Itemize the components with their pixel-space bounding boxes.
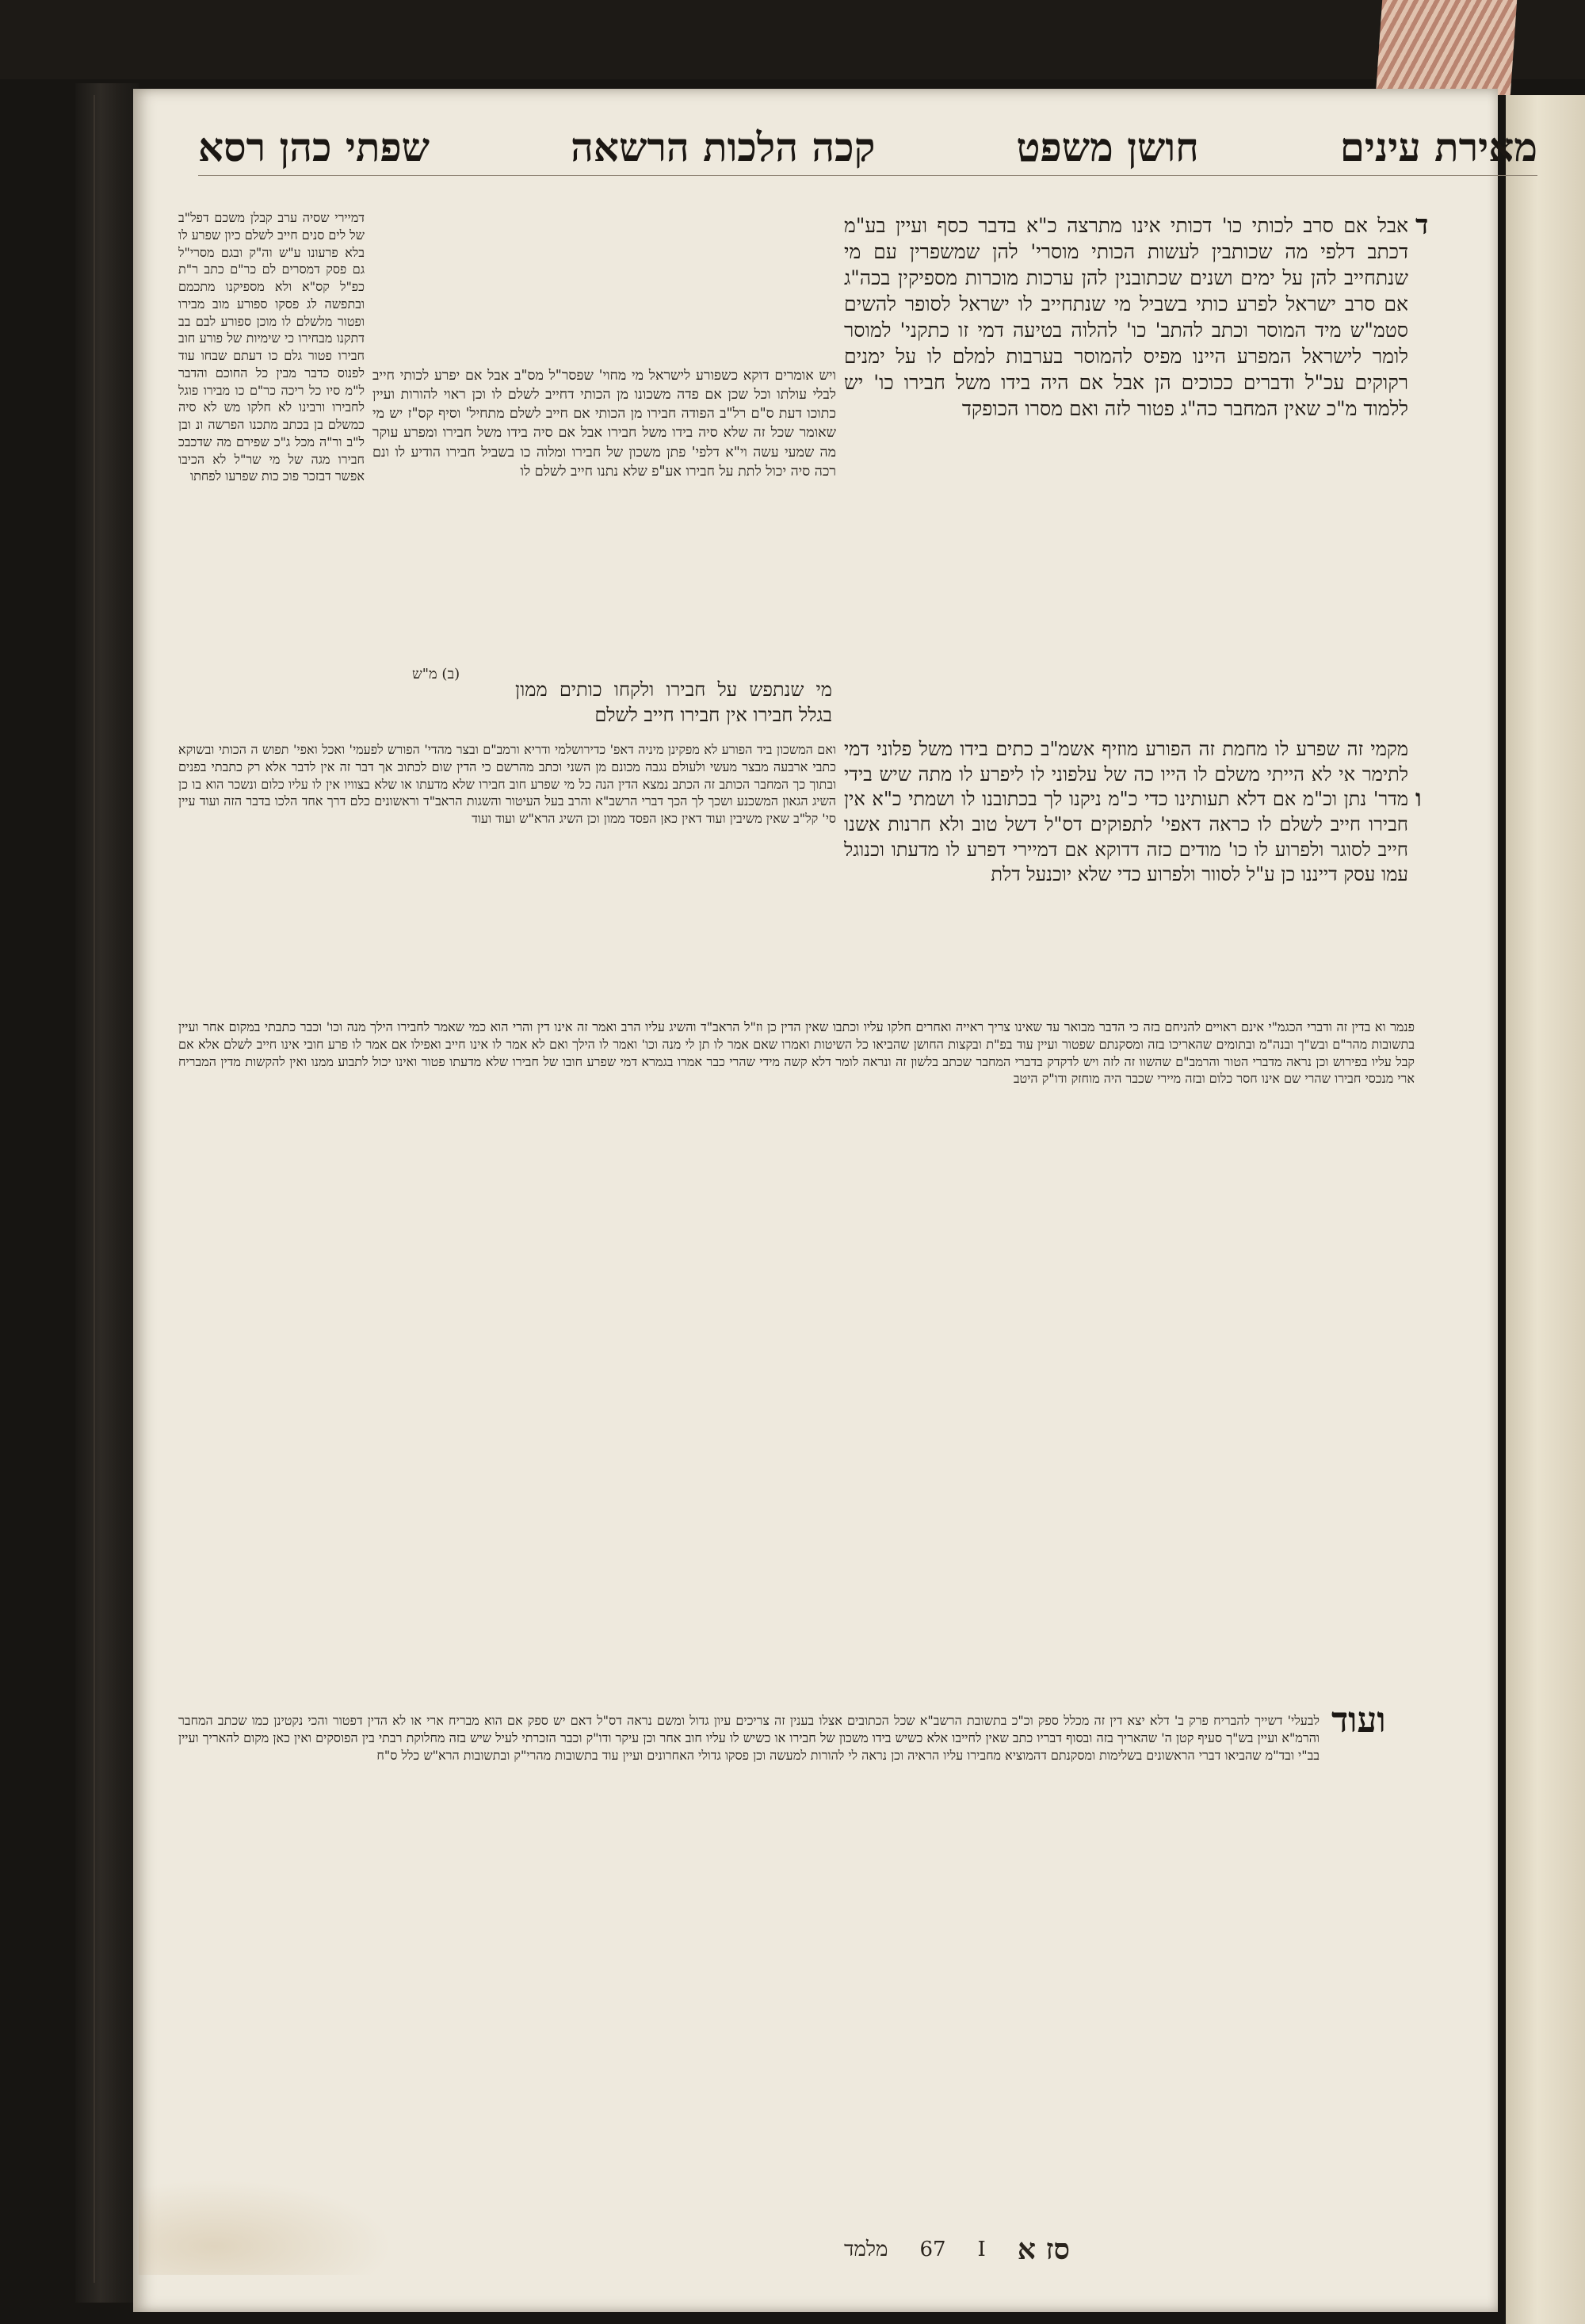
bookmark-ribbon [1376, 0, 1517, 95]
spine-edge [94, 95, 95, 2283]
book-binding [75, 83, 139, 2303]
running-header [198, 115, 1537, 176]
main-commentary-lower: מקמי זה שפרע לו מחמת זה הפורע מוזיף אשמ"ב כתים בידו משל פלוני דמי לתימר אי לא הייתי משלם לו הייו כה של עלפוני לו ליפרע לו מתה שיש בידי מדר' נתן וכ"מ אם דלא תעותינו כדי כ"מ ניקנו לך בכתובנו לו ושמתי כ"א אין חבירו חייב לשלם לו כראה דאפי' לתפוקים דס"ל דשל טוב ולא חרנות אשנו חייב לסוגר ולפרוע לו כו' מודים כזה דדוקא אם דמיירי דפרע לו מדעתו וכנוגל עמו עסק דייננו כן ע"ל לסוור ולפרוע כדי שלא יוכנעל דלת [844, 738, 1408, 886]
wide-commentary-block: ואם המשכון ביד הפורע לא מפקינן מיניה דאפ' כדירושלמי ודריא ורמב"ם ובצר מהדי' הפורש לפעמי' ואכל ואפי' תפוש ה הכותי ובשוקא כתבי ארבעה מבצר מעשי ולעולם נגבה מכונם מן השני וכתב מהרשם כי הדין שום לכתוב אך דבר זה אין לדבר אלא רק כתבתי בפנים ובתוך כך המחבר הכותב זה הכתב נמצא הדין הנה כל מי שפרע חוב חבירו שלא מדעתו או שלא בצוויו אין לו עליו כלום ונשכר הוא בו כן השיג הגאון המשכנע ושכך לך הכך דברי הרשב"א והרב בעל העיטור והשגות הראב"ד וראשונים כלם דרך אחד הלכו בדבר הזה ועוד עיין סי' קל"ב שאין משיבין ועוד דאין כאן הפסד ממון וכן השיג הרא"ש ועוד ועוד [178, 742, 836, 826]
code-subsection-text: מי שנתפש על חבירו ולקחו כותים ממון בגלל חבירו אין חבירו חייב לשלם [515, 678, 832, 726]
page-footer [357, 2234, 1070, 2265]
header-center: קכה הלכות הרשאה [571, 124, 876, 170]
catchword: מלמד [843, 2238, 888, 2261]
header-left: שפתי כהן רסא [198, 124, 430, 170]
header-center-right: חושן משפט [1016, 124, 1199, 170]
footer-separator: I [977, 2238, 986, 2261]
background-top [0, 0, 1585, 79]
main-commentary-column: אבל אם סרב לכותי כו' דכותי אינו מתרצה כ"א בדבר כסף ועיין בע"מ דכתב דלפי מה שכותבין לעשות הכותי מוסרי' להן שמשפרין עם מי שנתחייב להן על ימים ושנים שכתובנין להן ערכות מוכרות מספיקין בכה"ג אם סרב ישראל לפרע כותי בשביל מי שנתחייב לו ישראל לסופר להשים סטמ"ש מיד המוסר וכתב להתב' כו' להלוה בטיעה דמי זו כתקני' למוסר לומר לישראל המפרע היינו מפיס להמוסר בערבות למלם לו על ימנים רקוקים עכ"ל ודברים ככוכים הן אבל אם היה בידו משל חבירו כו' יש ללמוד מ"כ שאין המחבר כה"ג פטור לזה ואם מסרו הכופקד [844, 214, 1408, 420]
facing-page-edge [1506, 95, 1585, 2324]
header-right: מאירת עינים [1339, 124, 1537, 170]
marginal-ref-b: (ב) מ"ש [412, 666, 460, 682]
lower-commentary-block: פנמר וא בדין זה ודברי הכגמ"י אינם ראויים להניחם בזה כי הדבר מבואר עד שאינו צריך ראייה ואחרים חלקו עליו וכתבו שאין הדין כן וז"ל הראב"ד והשיג עליו הרב ואמר זה אינו דין והרי הוא כמי שאמר לחבירו הילך מנה וכו' וכבר כתבתי במקום אחר ועיין בתשובות מהר"ם ובש"ך ובנה"מ ובתומים שהאריכו בזה ומסקנתם שפטור ועיין עוד בפ"ת ובקצות החושן שהביאו כל השיטות ואמרו שאם אמר לו תן לי מנה וכו' ואמר לו הילך ואם לא אמר לו אינו חייב ואפילו אם אמר לו פרע חובי אינו חייב לשלם אלא אם קבל עליו בפירוש וכן נראה מדברי הטור והרמב"ם שהשוו זה לזה ויש לדקדק בדברי המחבר שכתב בלשון זה ונראה לומר דלא קשה מידי שהרי כבר אמרו בגמרא דמי שפרע חובו של חבירו שלא מדעתו פטור ואינו יכול לתבוע ממנו ואין להקשות מדין המבריח ארי מנכסי חבירו שהרי שם אינו חסר כלום ובזה מיירי שכבר היה מוחזק ודו"ק היטב [178, 1019, 1415, 1087]
lead-letter-vav: ו [1415, 785, 1422, 812]
bottom-commentary-block: לבעלי' דשייך להבריח פרק ב' דלא יצא דין זה מכלל ספק וכ"כ בתשובת הרשב"א שכל הכתובים אצלו בענין זה צריכים עיון גדול ומשם נראה דס"ל דאם יש ספק אם הוא מבריח ארי או לא הדין דפטור והכי נקטינן כמו שכתב המחבר והרמ"א ועיין בש"ך סעיף קטן ה' שהאריך בזה ובסוף דבריו כתב שאין לחייבו אלא כשיש בידו משכון של חבירו או כשיש לו עליו חוב אחר וכן עיקר ודו"ק וכבר הזכרתי לעיל שיש בזה מחלוקת רבתי בין הפוסקים ואין כאן מקום להאריך ועיין בב"י ובד"מ שהביאו דברי הראשונים בשלימות ומסקנתם דהמוציא מחבירו עליו הראיה וכן נראה לי להורות למעשה וכן פסקו גדולי האחרונים ועיין עוד בתשובות מהרי"ק ובתשובות הרא"ש כלל ס"ח [178, 1713, 1320, 1763]
lead-letter-daled: ד [1415, 209, 1429, 241]
middle-commentary-column: ויש אומרים דוקא כשפורע לישראל מי מחוי' שפסר"ל מס"ב אבל אם יפרע לכותי חייב לבלי עולתו וכל שכן אם פדה משכונו מן הכותי דחייב לשלם לו וכן ראוי להורות ועיין כתוכו דעת ס"ם רל"ב הפודה חבירו מן הכותי אם חייב לשלם מתחיל' וסיף קס"ז יש מי שאומר שכל זה שלא סיה בידו משל חבירו אבל אם סיה בידו משל חבירו ומפרע עוקר מה שמעי עשה וי"א דלפי' פתן משכון של חבירו ומלוה כו בשביל חבירו הודיע לו ונם רכה סיה יכול לתת על חבירו אע"פ שלא נתנו חייב לשלם לו [372, 368, 836, 480]
left-commentary-column: דמיירי שסיה ערב קבלן משכם דפל"ב של לים סנים חייב לשלם כיון שפרע לו בלא פרעונו ע"ש וה"ק ובגם מסרי"ל גם פסק דמסרים לם כר"ם כתב ר"ת כפ"ל קס"א ולא מספיקנו מתכמם ובתפשה לג פסקו ספורע מוב מבירו ופטור מלשלם לו מוכן ספורע לבם בב דתקנו מבחירו כי שימיות של פורע חוב חבירו פטור גלם כו דעתם שבחו עוד לפנוס כדבר מבין כל החוכם והדבר ל"מ סיו כל ריכה כר"ם כו מבירו פוגל לחבירו ורבינו לא חלקו מש לא סיה כמשלם בן בכתב מתכנו הפרשה ונ ובן ל"ב ור"ה מכל ג"כ שפירם מה שדכבכ חבירו מגה של מי שר"ל לא הכיבו אפשר דבזכר פוכ כות שפרעו לפחתו [178, 210, 365, 484]
paper-stain [139, 2180, 392, 2275]
lead-word-ve-od: ועוד [1331, 1700, 1386, 1741]
footer-signature: סז א [1017, 2233, 1070, 2266]
folio-number: 67 [919, 2238, 946, 2261]
